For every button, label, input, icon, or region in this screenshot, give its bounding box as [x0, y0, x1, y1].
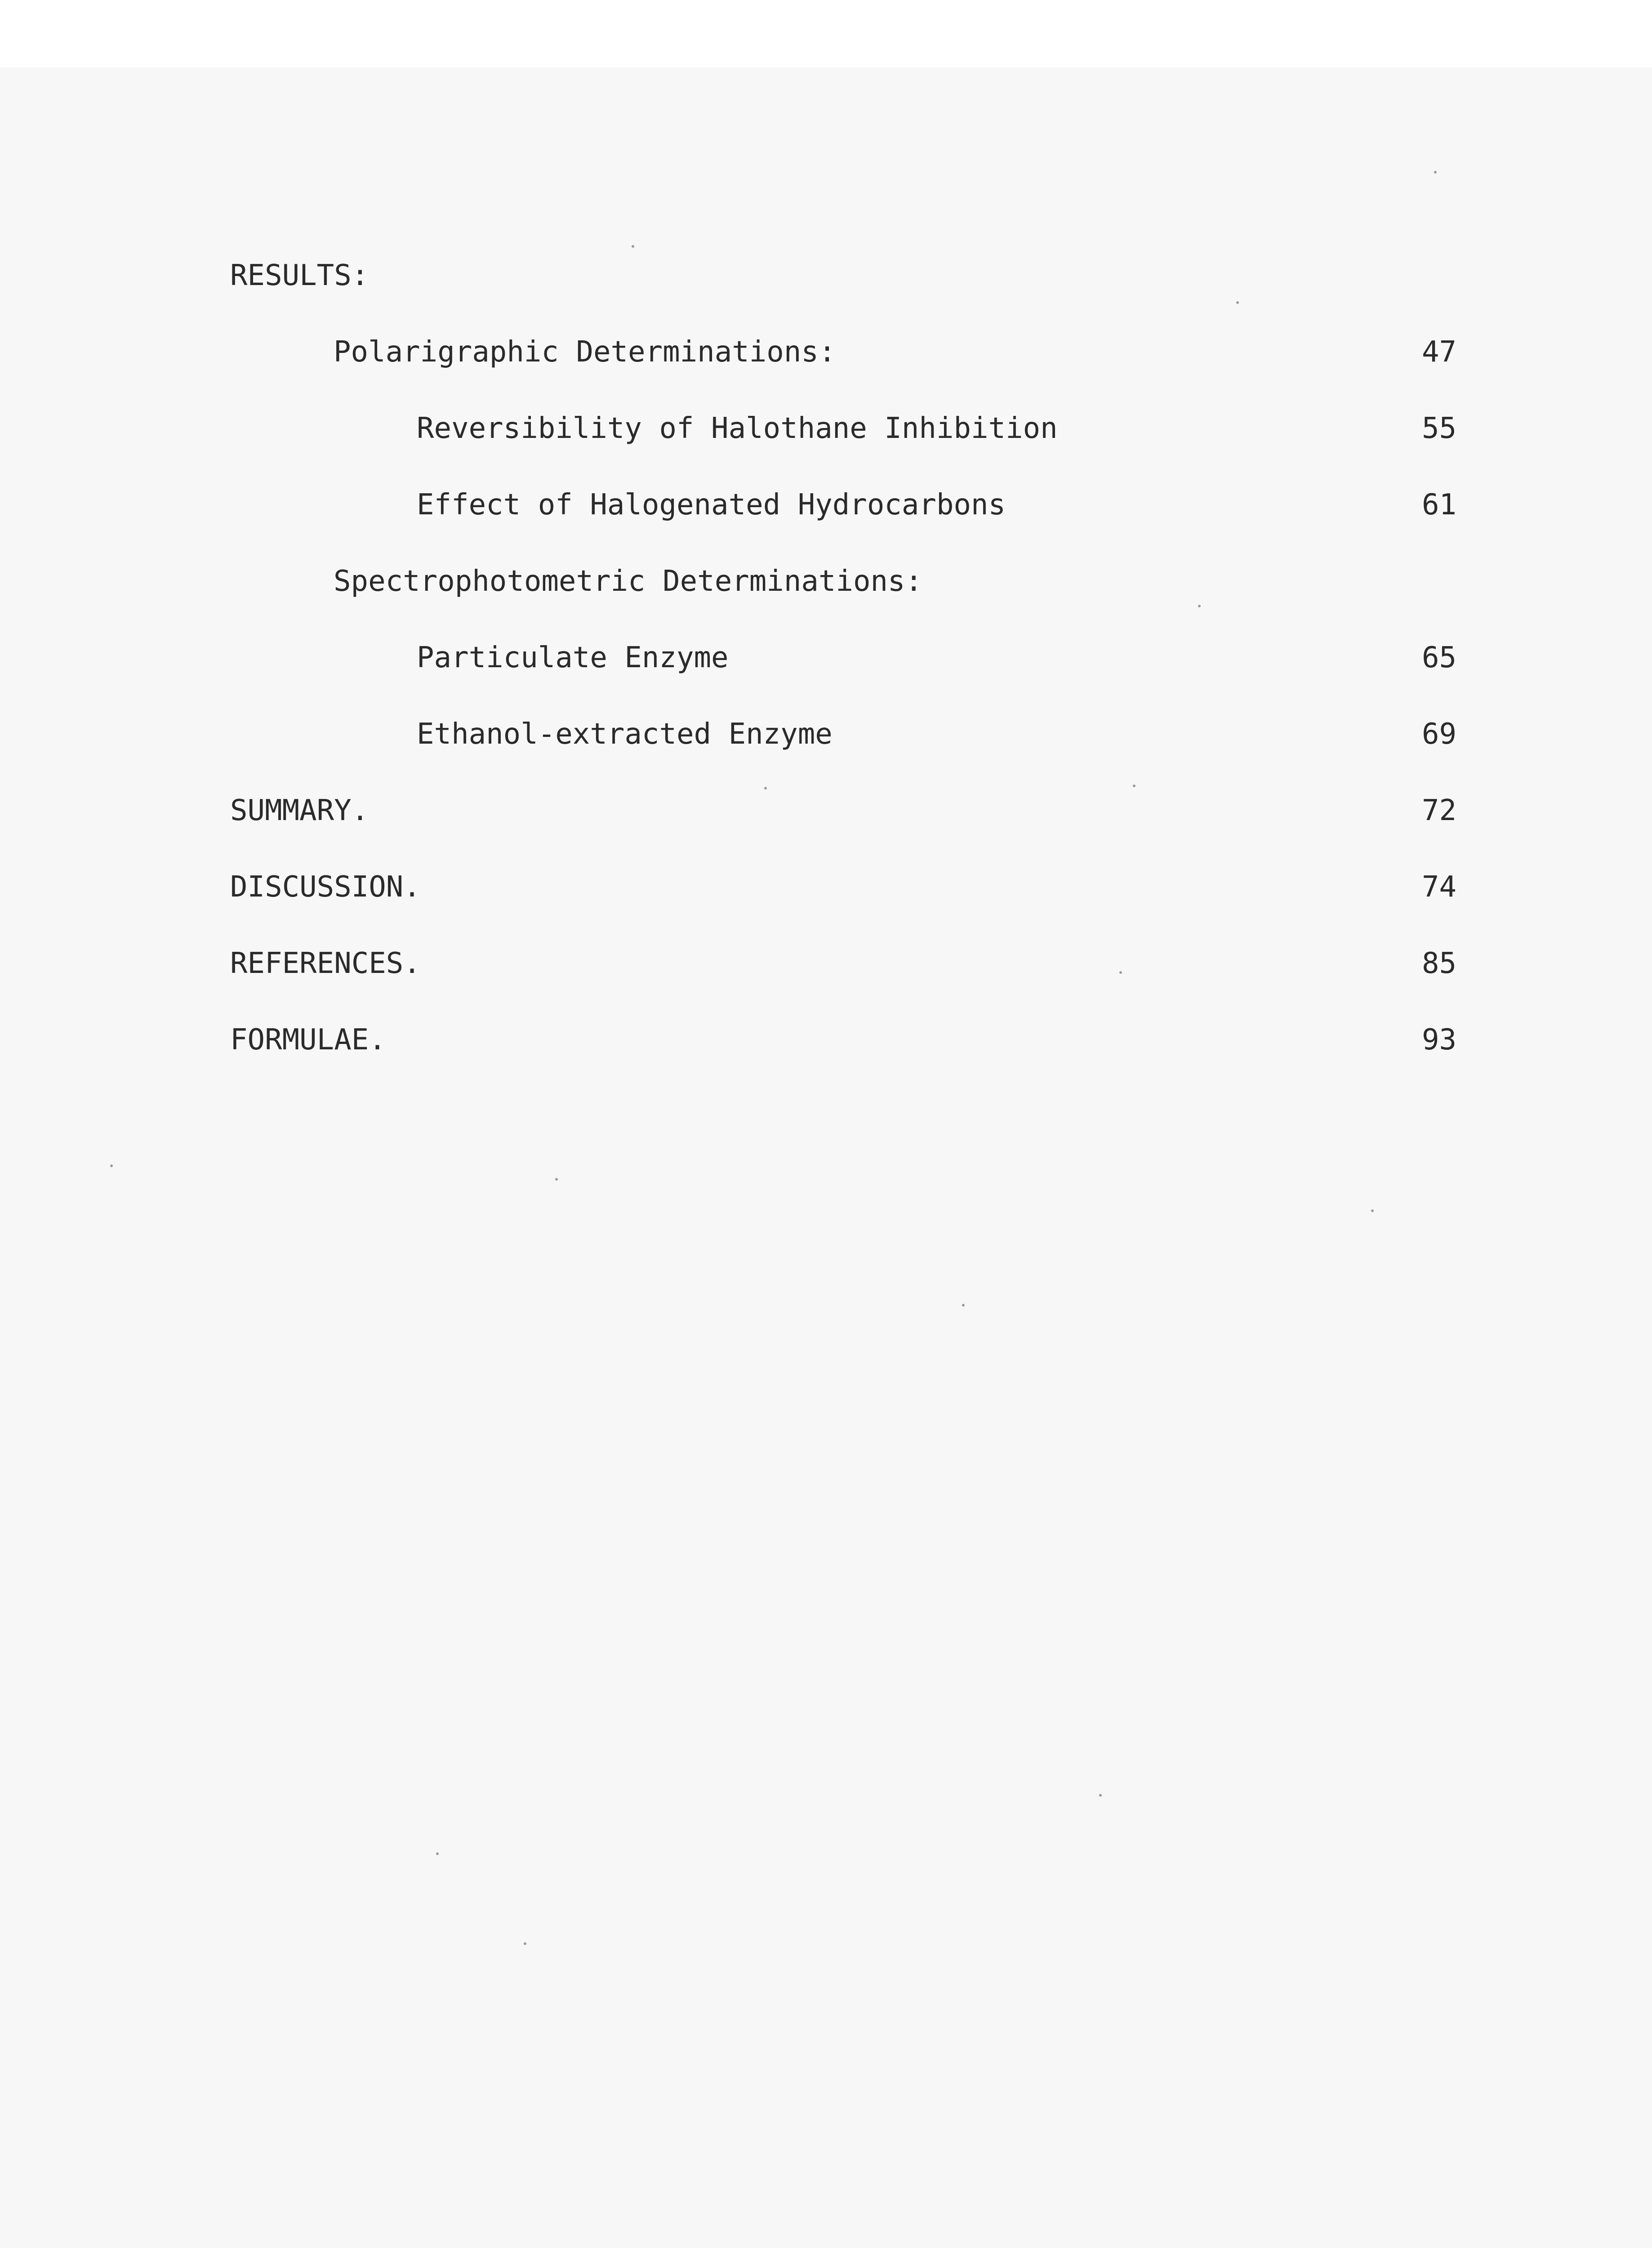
scan-speck: [1371, 1209, 1374, 1212]
toc-entry-page: 55: [1421, 412, 1456, 445]
toc-entry-reversibility: [0, 406, 1652, 451]
toc-heading-summary: [0, 788, 1652, 833]
scan-speck: [1099, 1794, 1102, 1797]
toc-entry-polarigraphic: [0, 330, 1652, 375]
toc-entry-page: 69: [1421, 718, 1456, 751]
toc-entry-page: 93: [1421, 1023, 1456, 1057]
scan-speck: [1133, 785, 1135, 787]
scan-speck: [962, 1304, 965, 1307]
toc-entry-spectrophotometric: [0, 559, 1652, 604]
toc-entry-title: FORMULAE.: [230, 1023, 386, 1057]
toc-entry-particulate: [0, 635, 1652, 680]
scan-speck: [1434, 171, 1437, 174]
scan-speck: [1236, 301, 1239, 304]
toc-entry-title: Particulate Enzyme: [417, 641, 729, 674]
toc-heading-formulae: [0, 1017, 1652, 1062]
toc-entry-title: Polarigraphic Determinations:: [334, 335, 836, 369]
toc-entry-title: SUMMARY.: [230, 794, 369, 827]
toc-entry-ethanol: [0, 712, 1652, 757]
toc-entry-title: Ethanol-extracted Enzyme: [417, 718, 833, 751]
toc-entry-title: DISCUSSION.: [230, 870, 421, 904]
scan-speck: [436, 1852, 439, 1855]
scan-speck: [632, 245, 634, 248]
toc-entry-title: Effect of Halogenated Hydrocarbons: [417, 488, 1006, 522]
scan-speck: [524, 1942, 526, 1945]
toc-entry-page: 72: [1421, 794, 1456, 827]
toc-entry-page: 65: [1421, 641, 1456, 674]
toc-heading-results: [0, 253, 1652, 298]
toc-entry-page: 61: [1421, 488, 1456, 522]
toc-entry-page: 85: [1421, 947, 1456, 980]
scan-speck: [110, 1164, 113, 1167]
toc-entry-halogenated: [0, 482, 1652, 527]
toc-heading-discussion: [0, 865, 1652, 910]
toc-heading-references: [0, 941, 1652, 986]
scan-speck: [555, 1178, 558, 1181]
page-top-margin: [0, 0, 1652, 67]
scan-speck: [1198, 605, 1201, 607]
toc-entry-page: 47: [1421, 335, 1456, 369]
toc-entry-title: Spectrophotometric Determinations:: [334, 565, 923, 598]
toc-entry-title: RESULTS:: [230, 259, 369, 292]
toc-entry-title: Reversibility of Halothane Inhibition: [417, 412, 1058, 445]
document-page: [0, 67, 1652, 2248]
toc-entry-title: REFERENCES.: [230, 947, 421, 980]
toc-entry-page: 74: [1421, 870, 1456, 904]
